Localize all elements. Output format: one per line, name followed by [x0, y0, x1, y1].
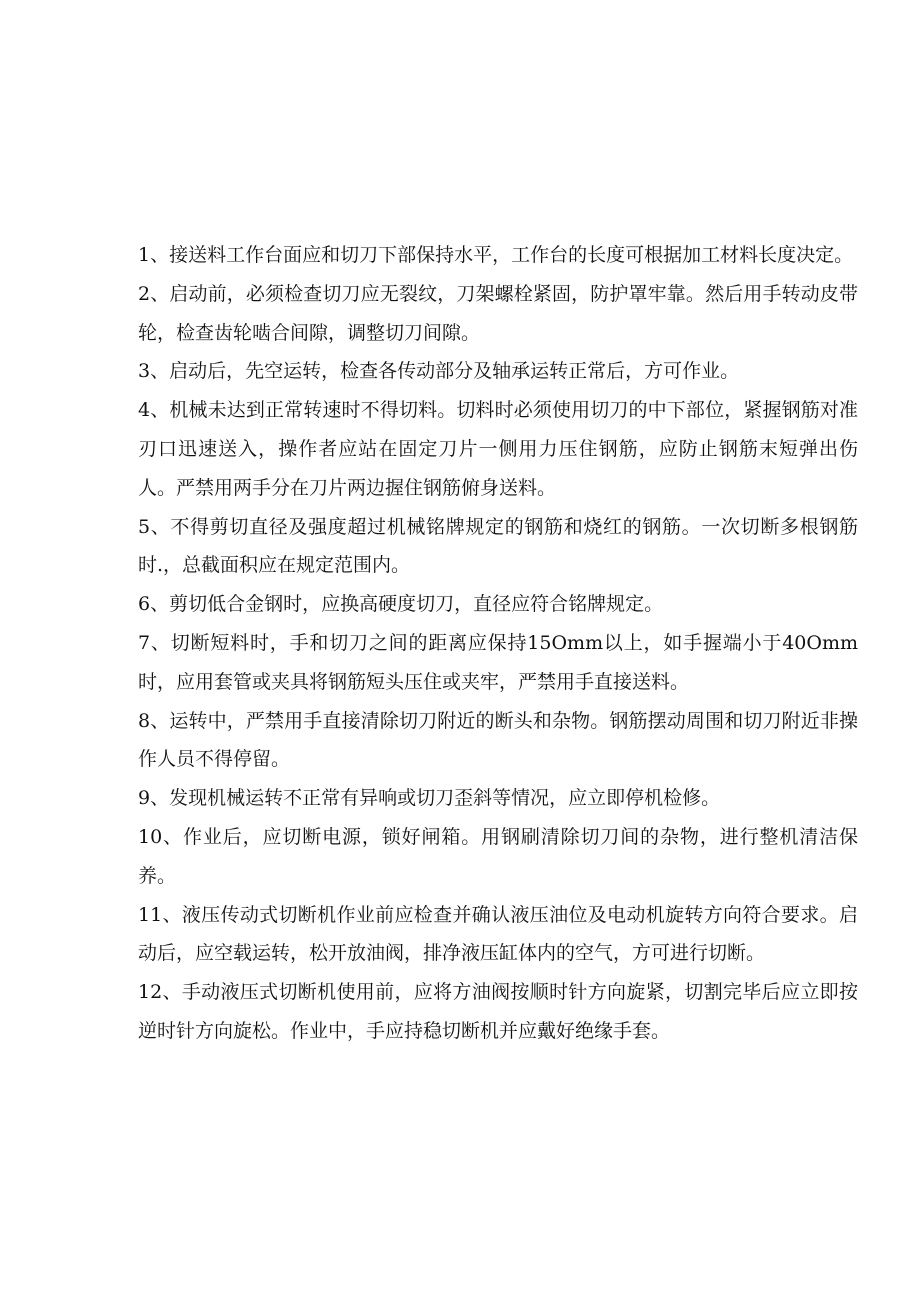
rule-item-6: 6、剪切低合金钢时，应换高硬度切刀，直径应符合铭牌规定。 [138, 593, 664, 616]
rule-item-8: 8、运转中，严禁用手直接清除切刀附近的断头和杂物。钢筋摆动周围和切刀附近非操作人员不得停留。 [138, 709, 858, 771]
rule-item-7: 7、切断短料时，手和切刀之间的距离应保持15Omm以上，如手握端小于40Omm时，应用套管或夹具将钢筋短头压住或夹牢，严禁用手直接送料。 [138, 631, 858, 693]
rule-item-1: 1、接送料工作台面应和切刀下部保持水平，工作台的长度可根据加工材料长度决定。 [138, 244, 854, 266]
rule-item-10: 10、作业后，应切断电源，锁好闸箱。用钢刷清除切刀间的杂物，进行整机清洁保养。 [138, 825, 858, 887]
rule-item-4: 4、机械未达到正常转速时不得切料。切料时必须使用切刀的中下部位，紧握钢筋对准刃口迅速送入，操作者应站在固定刀片一侧用力压住钢筋，应防止钢筋末短弹出伤人。严禁用两手分在刀片两边握住钢筋俯身送料。 [138, 399, 858, 499]
rule-item-2: 2、启动前，必须检查切刀应无裂纹，刀架螺栓紧固，防护罩牢靠。然后用手转动皮带轮，检查齿轮啮合间隙，调整切刀间隙。 [138, 282, 858, 344]
rule-item-5: 5、不得剪切直径及强度超过机械铭牌规定的钢筋和烧红的钢筋。一次切断多根钢筋时.，总截面积应在规定范围内。 [138, 515, 858, 577]
document-body [138, 236, 858, 1051]
rule-item-9: 9、发现机械运转不正常有异响或切刀歪斜等情况，应立即停机检修。 [138, 787, 721, 810]
rule-item-11: 11、液压传动式切断机作业前应检查并确认液压油位及电动机旋转方向符合要求。启动后，应空载运转，松开放油阀，排净液压缸体内的空气，方可进行切断。 [138, 903, 858, 965]
rule-item-12: 12、手动液压式切断机使用前，应将方油阀按顺时针方向旋紧，切割完毕后应立即按逆时针方向旋松。作业中，手应持稳切断机并应戴好绝缘手套。 [138, 981, 858, 1042]
rule-item-3: 3、启动后，先空运转，检查各传动部分及轴承运转正常后，方可作业。 [138, 360, 740, 383]
